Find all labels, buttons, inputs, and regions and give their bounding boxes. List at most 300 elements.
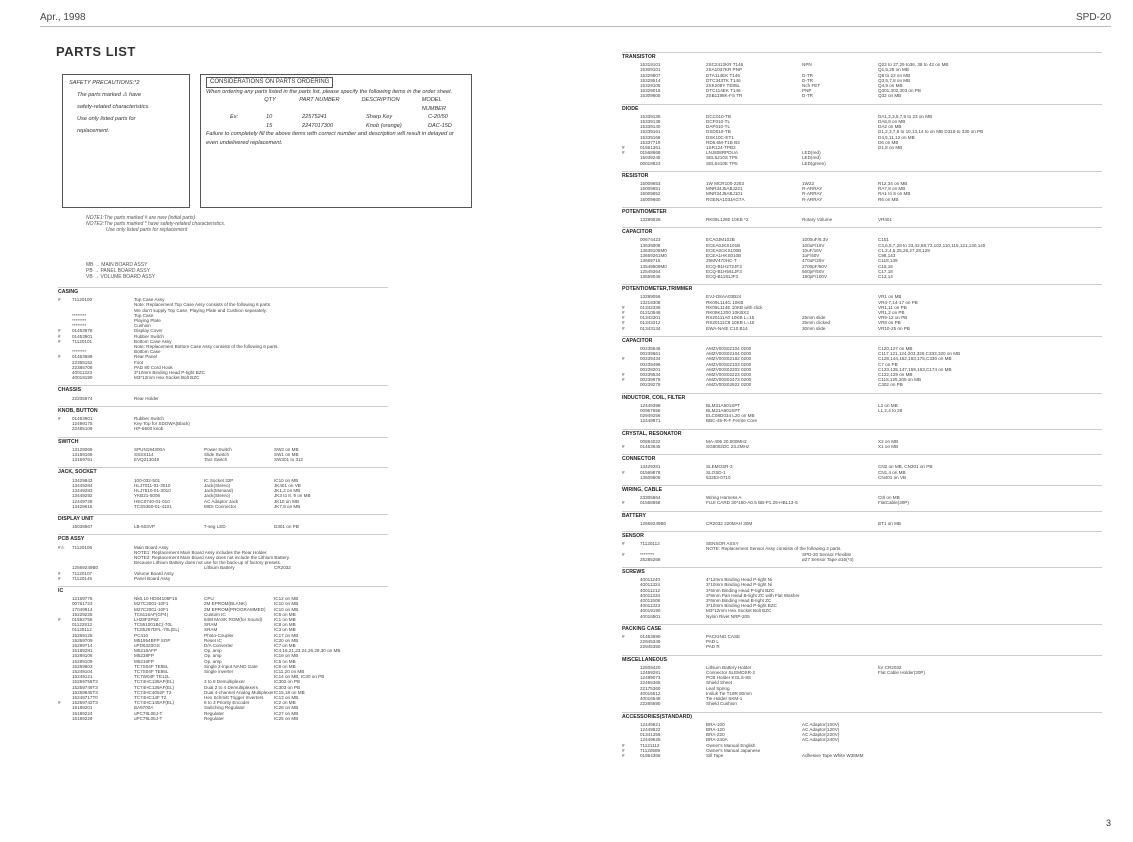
notes-block — [86, 215, 225, 233]
safety-line: safety-related characteristics. — [77, 104, 150, 110]
cell-part-name: M5218AFP — [134, 648, 157, 654]
cell-part-number: 00884022 — [640, 438, 661, 444]
cell-description: 25mm clicked — [802, 320, 831, 326]
cell-part-number: 71120100 — [72, 297, 93, 303]
cell-part-number: 00018823 — [640, 160, 661, 166]
cell-description: 180pF/100V — [802, 273, 828, 279]
cell-part-name: SEL6210S TP5 — [706, 155, 738, 161]
cell-location: C118,125,205 on MB — [878, 377, 922, 383]
cell-part-number: 15289106 — [72, 653, 93, 659]
parts-row — [622, 444, 1102, 449]
section-heading: ACCESSORIES(STANDARD) — [622, 712, 1102, 720]
cell-description: D-TR — [802, 93, 813, 99]
ex-part-number: 2247017300 — [302, 122, 334, 129]
cell-location: IC9 on MB — [274, 663, 296, 669]
cell-part-number: 15309605 — [640, 93, 661, 99]
cell-part-number: 22265590 — [640, 701, 661, 707]
cell-part-name: M3*12mm Hex Socket Bolt BZC — [706, 608, 772, 614]
cell-description — [802, 644, 878, 649]
abbr-line: MB → MAIN BOARD ASSY — [86, 262, 148, 268]
cell-location: C133,135,147,159,163,C174 on MB — [878, 366, 952, 372]
safety-line: replacement. — [77, 128, 110, 134]
section-heading: TRANSISTOR — [622, 52, 1102, 60]
cell-part-name: TC7W04F TE12L — [134, 674, 170, 680]
section-heading: INDUCTOR, COIL, FILTER — [622, 393, 1102, 401]
cell-part-name: SENSOR ASSY — [706, 541, 739, 547]
cell-part-number: 01453901 — [72, 333, 93, 339]
parts-row — [58, 524, 388, 529]
cell-part-name: 2SB1198K-FS TR — [706, 93, 743, 99]
parts-row — [622, 614, 1102, 619]
cell-description: Single inverter — [204, 668, 234, 674]
cell-mark: # — [622, 747, 625, 753]
section-heading: POTENTIOMETER — [622, 207, 1102, 215]
cell-mark: # — [622, 145, 625, 151]
col-part-number: PART NUMBER — [299, 97, 340, 103]
cell-location: VR8 on PB — [878, 320, 901, 326]
section-heading: WIRING, CABLE — [622, 485, 1102, 493]
cell-location: Ctrl on MB — [878, 495, 900, 501]
cell-description: PNP — [802, 88, 812, 94]
cell-part-name: uPD6320GS — [134, 642, 160, 648]
cell-location: RA7,8 on MB — [878, 186, 906, 192]
cell-location: R12,34 on MB — [878, 181, 908, 187]
cell-part-name: ECEA0JKS101B — [706, 242, 741, 248]
cell-location: C15,16 — [878, 263, 893, 269]
cell-part-name: SSSS114 — [134, 452, 154, 458]
cell-part-number: 01453901 — [72, 416, 93, 422]
cell-part-name: TC74HC138AF(EL) — [134, 679, 175, 685]
cell-mark — [622, 521, 640, 526]
cell-part-number: 71120106 — [72, 544, 93, 550]
section-heading: JACK, SOCKET — [58, 467, 388, 475]
cell-description: D/A Converter — [204, 642, 233, 648]
cell-description: 64M MASK ROM(for Sound) — [204, 616, 263, 622]
cell-part-number: 00761723 — [72, 601, 93, 607]
cell-location: Flat Cable Holder(30P) — [878, 670, 925, 676]
cell-description — [204, 396, 274, 401]
cell-part-number: 71121112 — [640, 742, 660, 748]
cell-part-name: SG8002DC 23.2MHz — [706, 443, 750, 449]
cell-part-number: 40011323 — [72, 370, 93, 376]
cell-part-number: 15329807 — [640, 72, 661, 78]
cell-part-name: AMZV00S02103 0200 — [706, 361, 752, 367]
cell-part-name: Top Case — [134, 312, 154, 318]
cell-part-name: M5216FP — [134, 658, 154, 664]
cell-part-number: 17049914 — [72, 606, 93, 612]
cell-part-name: ECEA1HKS010B — [706, 253, 742, 259]
cell-part-number: 12449398 — [640, 402, 661, 408]
cell-description: Photo-Coupler — [204, 632, 234, 638]
ex-qty: 10 — [266, 114, 273, 120]
cell-description: Op. amp — [204, 648, 222, 654]
cell-description: 1000uF/6.3V — [802, 237, 829, 243]
cell-location: C120,127 on MB — [878, 345, 913, 351]
ordering-box — [200, 74, 472, 208]
cell-part-name: RGENA103JAG7A — [706, 196, 745, 202]
cell-part-name: LH28F2P9Z — [134, 616, 159, 622]
cell-part-number: 12509420 — [640, 664, 661, 670]
cell-location: JK1,2 on MB — [274, 488, 301, 494]
cell-part-number: 15339135 — [640, 113, 661, 119]
cell-part-number: 15329105 — [640, 83, 661, 89]
cell-mark: # — [58, 338, 61, 344]
cell-location: SW301 to 312 — [274, 457, 304, 463]
cell-description: Switching Regulator — [204, 705, 245, 711]
cell-part-number: 15249104 — [72, 668, 93, 674]
cell-mark — [622, 197, 640, 202]
parts-row — [622, 382, 1102, 387]
cell-part-name: HLJ7011-01-3010 — [134, 482, 171, 488]
ordering-example-1 — [206, 113, 466, 122]
cell-mark: # — [58, 616, 61, 622]
cell-mark: # — [58, 333, 61, 339]
cell-location: CN1,4 on MB — [878, 469, 906, 475]
cell-location: IC20 on MB — [274, 637, 299, 643]
cell-description: IC Socket 32P — [204, 477, 234, 483]
cell-part-name: MNR34J5ABJ221 — [706, 186, 743, 192]
cell-part-name: uPC78L05J-T — [134, 710, 163, 716]
cell-location: VR401 — [878, 217, 893, 223]
cell-part-name: Volume Board Assy — [134, 570, 174, 576]
cell-location: IC6 on MB — [274, 611, 296, 617]
cell-location: C302 on PB — [878, 382, 903, 388]
cell-part-name: RS20111C8 10KB L=15 — [706, 320, 755, 326]
cell-description: LED(red) — [802, 155, 821, 161]
section-heading: RESISTOR — [622, 171, 1102, 179]
cell-part-number: 15339140 — [640, 124, 661, 130]
cell-location: L1,2,4 to 28 — [878, 407, 903, 413]
cell-location — [274, 426, 388, 431]
cell-description — [802, 475, 878, 480]
cell-description: MIDI Connector — [204, 503, 237, 509]
section-heading: CAPACITOR — [622, 227, 1102, 235]
parts-row — [622, 197, 1102, 202]
cell-location: VR10-25 on PB — [878, 325, 910, 331]
ordering-intro: When ordering any parts listed in the parts list, please specify the following items in the order sheet. — [206, 88, 453, 95]
cell-part-name: ECQ-B1H561JF3 — [706, 268, 742, 274]
parts-row — [622, 521, 1102, 526]
col-qty: QTY — [264, 97, 276, 103]
cell-mark: # — [622, 377, 625, 383]
cell-location: IC1 on MB — [274, 616, 296, 622]
cell-part-name: Owner's Manual Japanese — [706, 747, 761, 753]
cell-part-number: 15289109 — [72, 658, 93, 664]
safety-box — [62, 74, 190, 208]
cell-part-name: DCF010-TL — [706, 119, 730, 125]
cell-part-name: BRA-220 — [706, 732, 725, 738]
cell-part-name: Sill Tape — [706, 752, 724, 758]
cell-part-name: TC551001BC(-70L — [134, 622, 173, 628]
cell-part-number: 01453690 — [640, 634, 661, 640]
section-heading: CRYSTAL, RESONATOR — [622, 429, 1102, 437]
cell-part-number: 15189201 — [72, 705, 93, 711]
cell-description: 3 to 8 Demultiplexer — [204, 679, 245, 685]
cell-mark: # — [622, 304, 625, 310]
cell-part-number: 22205974 — [72, 395, 93, 401]
cell-description — [204, 426, 274, 431]
note-line: NOTE1:The parts marked # are new (initial parts) — [86, 215, 196, 221]
cell-part-name: BA9700A — [134, 705, 154, 711]
cell-part-name: BLM21A601SPT — [706, 407, 741, 413]
ex-label: Ex: — [230, 114, 239, 120]
cell-part-name: 3*10mm Binding Head P-tight BZC — [134, 370, 205, 376]
cell-part-name: AMZV00S02473 0200 — [706, 377, 752, 383]
cell-part-number: ******** — [72, 312, 87, 318]
cell-part-number: ******** — [72, 349, 87, 355]
cell-location: X1 on MB — [878, 443, 899, 449]
cell-mark: #⚠ — [58, 544, 65, 550]
cell-part-number: 40016548 — [640, 696, 661, 702]
cell-part-name: TC74HC14F T2 — [134, 695, 167, 700]
cell-part-number: 01342339 — [640, 304, 661, 310]
cell-part-name: Rubber Switch — [134, 333, 164, 339]
cell-mark: # — [58, 416, 61, 422]
ex-part-number: 22575241 — [302, 114, 327, 120]
cell-part-name: RD5.6M-T1B B3 — [706, 139, 740, 145]
cell-part-number: 01564366 — [640, 752, 661, 758]
cell-part-number: ******** — [72, 318, 87, 324]
cell-part-number: 15189224 — [72, 710, 93, 716]
cell-part-number: 15339161 — [640, 129, 661, 135]
section-heading: DISPLAY UNIT — [58, 514, 388, 522]
cell-location: C151 — [878, 237, 889, 243]
cell-part-number: 15259845T3 — [72, 689, 98, 695]
cell-part-number: ******** — [72, 323, 87, 329]
cell-part-name: DCC010-TB — [706, 113, 732, 119]
cell-description: 1uF/50V — [802, 253, 820, 259]
cell-part-number: 15309101 — [640, 67, 661, 73]
cell-location: D6 on MB — [878, 139, 899, 145]
cell-location: IC302 on PB — [274, 679, 301, 685]
cell-description: D-TR — [802, 77, 813, 83]
cell-part-number: 40011212 — [640, 587, 661, 593]
cell-part-name: AMZV00S02104 0200 — [706, 351, 752, 357]
cell-part-number: 15269125 — [72, 632, 93, 638]
cell-part-number: 15259803 — [72, 663, 93, 669]
cell-part-number: 12449728 — [72, 498, 93, 504]
cell-description — [802, 382, 878, 387]
page-number: 3 — [1105, 818, 1111, 828]
cell-mark — [58, 504, 72, 509]
cell-description: Tact Switch — [204, 457, 228, 463]
cell-part-name: HEC0740-01-010 — [134, 498, 170, 504]
cell-part-number: 22175360 — [640, 685, 661, 691]
cell-part-number: 15039245 — [640, 155, 661, 161]
cell-mark — [622, 418, 640, 423]
ordering-cols — [206, 96, 466, 113]
cell-location: VR4-7,14-17 on PB — [878, 299, 918, 305]
cell-part-name: RK09L1280 10KB *2 — [706, 217, 749, 223]
cell-location: SW2 on MB — [274, 446, 299, 452]
cell-part-name: BLM31A601SPT — [706, 402, 741, 408]
cell-part-number: 15329514 — [640, 77, 661, 83]
parts-row — [622, 753, 1102, 758]
cell-part-name: TC55257DFL-70L(EL) — [134, 627, 180, 633]
cell-part-number: 00967658 — [640, 407, 661, 413]
cell-part-number: 15009651 — [640, 186, 661, 192]
cell-part-name: PAD L — [706, 639, 719, 645]
section-heading: MISCELLANEOUS — [622, 655, 1102, 663]
cell-part-number: 15259749T3 — [72, 684, 98, 690]
cell-part-name: Bottom Case — [134, 349, 161, 355]
cell-part-number: 13509606 — [640, 474, 661, 480]
cell-description: Lithium Battery — [204, 565, 235, 571]
cell-location: RA1 to 5 on MB — [878, 191, 911, 197]
cell-mark — [622, 701, 640, 706]
cell-description — [802, 614, 878, 619]
cell-part-number: 13289026 — [640, 217, 661, 223]
cell-description: Single 2-input NAND Gate — [204, 663, 258, 669]
parts-row — [622, 475, 1102, 480]
cell-location: IC5 on MB — [274, 658, 296, 664]
cell-description: CPU — [204, 596, 214, 602]
cell-part-number: 12569249B0 — [640, 520, 667, 526]
cell-part-name: Leaf Spring — [706, 685, 730, 691]
parts-row — [58, 396, 388, 401]
cell-part-name: Rear Holder — [134, 395, 159, 401]
cell-location: FlatCable(30P) — [878, 500, 909, 506]
cell-description: Hex Schmitt Trigger Inverters — [204, 695, 264, 700]
cell-part-name: SLOSD-1 — [706, 469, 726, 475]
cell-part-name — [706, 557, 802, 562]
cell-part-number: 12459281 — [640, 670, 661, 676]
cell-description: LED(red) — [802, 150, 821, 156]
cell-part-number: 01453689 — [72, 354, 93, 360]
cell-part-number: 71120112 — [640, 541, 660, 547]
cell-description: AC Adaptor Jack — [204, 498, 239, 504]
cell-mark: # — [58, 354, 61, 360]
cell-mark: # — [622, 325, 625, 331]
cell-part-name: ECEA0CKS100B — [706, 247, 742, 253]
ordering-heading: CONSIDERATIONS ON PARTS ORDERING — [206, 77, 333, 88]
cell-location — [878, 753, 1102, 758]
cell-part-number: 02949256 — [640, 413, 661, 419]
cell-mark: # — [58, 575, 61, 581]
cell-part-name: HLJ7510-01-3010 — [134, 488, 171, 494]
cell-part-name: PCB Holder KGLS-8S — [706, 675, 751, 681]
cell-part-name: AMZV00S02203 0200 — [706, 366, 752, 372]
cell-part-name: BRA-240A — [706, 737, 728, 743]
cell-part-name: Key Top for SDOWA(Black) — [134, 421, 190, 427]
cell-description: Dual 2 to 4 Demultiplexers — [204, 684, 258, 690]
cell-description: SPD-20 Sensor Flexible — [802, 551, 852, 557]
cell-part-name: BRA-120 — [706, 726, 725, 732]
cell-part-name: RK09K1200 10KBX2 — [706, 309, 749, 315]
cell-part-number: 12169776 — [72, 596, 93, 602]
cell-part-name: LNJ808RPDUA — [706, 150, 738, 156]
cell-part-number: 00239661 — [640, 351, 661, 357]
cell-location: JK10 on MB — [274, 498, 300, 504]
cell-part-name: AMZV00S02822 0200 — [706, 382, 752, 388]
cell-location — [274, 576, 388, 581]
cell-part-number: 15319101 — [640, 62, 661, 68]
cell-part-name: 3*8mm Pan Head B-tight ZC with Flat Washer — [706, 592, 800, 598]
parts-row — [622, 557, 1102, 562]
cell-location — [274, 375, 388, 380]
cell-part-name: RK09L114E 10KB with click — [706, 304, 763, 310]
cell-mark: # — [622, 356, 625, 362]
cell-mark: # — [58, 297, 61, 303]
cell-mark: # — [622, 315, 625, 321]
cell-part-name: DSD010-TB — [706, 129, 731, 135]
cell-location: R6 on MB — [878, 196, 899, 202]
cell-description: Jack(Monaral) — [204, 488, 234, 494]
cell-description: 2M EPROM(BLANK) — [204, 601, 247, 607]
cell-part-name: TCS5350-01-4101 — [134, 503, 172, 509]
cell-part-number: 15009660 — [640, 196, 661, 202]
cell-part-name: 2SC2412KR T146 — [706, 62, 744, 68]
cell-part-number: 15249717T0 — [72, 695, 98, 700]
cell-description — [802, 418, 878, 423]
cell-part-number: 01568669 — [640, 150, 661, 156]
cell-location: IC27 on MB — [274, 710, 299, 716]
cell-location: VR1,11 on PB — [878, 304, 907, 310]
cell-description: 100uF/16V — [802, 242, 825, 248]
cell-location: C1,2,4,5,25,26,27,28,129 — [878, 247, 930, 253]
left-parts-column — [58, 282, 388, 721]
cell-part-name: 2SK208Y TE85L — [706, 83, 741, 89]
cell-location: C118,139 — [878, 258, 898, 264]
cell-part-number: 13449283 — [72, 488, 93, 494]
cell-location: JK3 to 8, 9 on MB — [274, 493, 311, 499]
cell-part-name: Shield Cushion — [706, 701, 737, 707]
cell-part-name: NOTE2: Replacement Main Board Assy does not include the Lithium Battery. — [134, 554, 290, 560]
cell-part-name: TC7S04F TE85L — [134, 663, 169, 669]
section-heading: DIODE — [622, 104, 1102, 112]
safety-line: Use only listed parts for — [77, 116, 136, 122]
section-heading: BATTERY — [622, 511, 1102, 519]
cell-part-name: M3*12mm Hex Socket Bolt BZC — [134, 375, 200, 381]
cell-location: IC14 on MB, IC30 on PB — [274, 674, 325, 680]
cell-mark — [622, 644, 640, 649]
cell-mark: # — [622, 150, 625, 156]
cell-part-name: NOTE: Replacement Sensor Assy consists of the following 2 parts. — [706, 546, 842, 552]
cell-part-number: 22385708 — [72, 364, 93, 370]
cell-location — [274, 396, 388, 401]
cell-description: R-ARRAY — [802, 196, 823, 202]
cell-part-name: HP-5600 knob — [134, 426, 164, 432]
section-heading: KNOB, BUTTON — [58, 406, 388, 414]
cell-description: 8 to 3 Priority Encoder — [204, 700, 250, 706]
cell-mark: # — [622, 320, 625, 326]
cell-part-number: 12499175 — [72, 421, 93, 427]
cell-part-number: 13429281 — [640, 464, 661, 470]
section-heading: SWITCH — [58, 437, 388, 445]
cell-part-number: 13289056 — [640, 294, 661, 300]
cell-part-name: EVJ-D8AA03B24 — [706, 294, 742, 300]
cell-mark — [58, 457, 72, 462]
ex-qty: 15 — [266, 122, 273, 129]
cell-location: IC10 on MB — [274, 477, 299, 483]
cell-location: VR1 on MB — [878, 294, 902, 300]
cell-part-number: 71120589 — [640, 747, 661, 753]
cell-mark — [622, 557, 640, 562]
cell-part-number: 15189229 — [72, 715, 93, 721]
parts-row — [622, 93, 1102, 98]
cell-description: Custom IC — [204, 611, 226, 617]
ex-description: Sharp Key — [366, 114, 393, 120]
cell-part-name: 1SR124-TPB2 — [706, 145, 736, 151]
cell-description: Jack(Stereo) — [204, 482, 231, 488]
cell-location: Q1,5,28 on MB — [878, 67, 909, 73]
cell-part-name: Foot — [134, 359, 144, 365]
section-heading: IC — [58, 586, 388, 594]
cell-part-number: 15009652 — [640, 191, 661, 197]
cell-location: C17,18 — [878, 268, 893, 274]
cell-description — [802, 701, 878, 706]
cell-location: IC25 on MB — [274, 715, 299, 721]
